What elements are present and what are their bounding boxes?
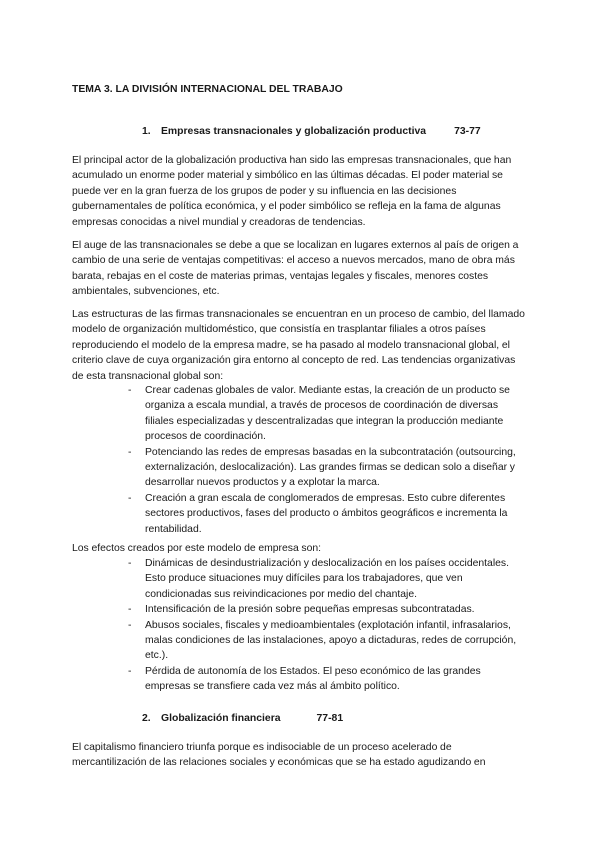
section-number: 1. [142,126,151,137]
list-item [128,664,528,695]
paragraph-5: El capitalismo financiero triunfa porque es indisociable de un proceso acelerado de mercantilización de las relaciones sociales y económicas que se ha estado agudizando en [72,742,486,769]
list-item [128,383,528,445]
list-item [128,618,528,664]
paragraph-2: El auge de las transnacionales se debe a que se localizan en lugares externos al país de origen a cambio de una serie de ventajas competitivas: el acceso a nuevos mercados, mano de obra más barata, rebajas en el coste de materias primas, ventajas legales y fiscales, menores costes ambientales, subvenciones, etc. [72,240,519,298]
section-title: Empresas transnacionales y globalización productiva [161,126,427,137]
paragraph-1: El principal actor de la globalización productiva han sido las empresas transnacionales, que han acumulado un enorme poder material y simbólico en las últimas décadas. El poder material se puede ver en la gran fuerza de los grupos de poder y su influencia en las decisiones gubernamentales de política económica, y el poder simbólico se refleja en la fama de algunas empresas conocidas a nivel mundial y creadoras de tendencias. [72,155,512,228]
page-title: TEMA 3. LA DIVISIÓN INTERNACIONAL DEL TRABAJO [72,84,343,95]
list-item [128,445,528,491]
section-heading-2 [142,713,343,724]
tendencias-list [128,383,528,537]
section-number: 2. [142,713,151,724]
bullet-marker: - [128,604,132,616]
list-item-text: Crear cadenas globales de valor. Mediante estas, la creación de un producto se organiza a escala mundial, a través de procesos de coordinación de diversas filiales especializadas y descentralizadas que integran la producción mediante procesos de coordinación. [145,385,510,443]
bullet-marker: - [128,665,132,677]
section-heading-1 [142,126,481,137]
bullet-marker: - [128,385,132,396]
list-item-text: Intensificación de la presión sobre pequeñas empresas subcontratadas. [145,604,475,616]
bullet-marker: - [128,619,132,631]
list-item [128,556,528,602]
list-item-text: Creación a gran escala de conglomerados de empresas. Esto cubre diferentes sectores productivos, fases del producto o ámbitos geográficos e incrementa la rentabilidad. [145,492,508,535]
efectos-list [128,556,528,695]
bullet-marker: - [128,558,132,569]
bullet-marker: - [128,446,132,458]
list-item [128,602,528,617]
section-pages: 73-77 [454,126,481,137]
section-title: Globalización financiera [161,713,281,724]
list-item-text: Potenciando las redes de empresas basadas en la subcontratación (outsourcing, externalización, deslocalización). Las grandes firmas se dedican solo a diseñar y desarrollar nuevos productos y a explotar la marca. [145,446,516,489]
section-pages: 77-81 [316,713,344,724]
list-item [128,491,528,537]
bullet-marker: - [128,492,132,504]
list-item-text: Abusos sociales, fiscales y medioambientales (explotación infantil, infrasalarios, malas condiciones de las instalaciones, apoyo a dictaduras, redes de corrupción, etc.). [145,619,517,662]
paragraph-4: Los efectos creados por este modelo de empresa son: [72,543,322,554]
list-item-text: Dinámicas de desindustrialización y deslocalización en los países occidentales. Esto produce situaciones muy difíciles para los trabajadores, que ven condicionadas sus reivindicaciones por medio del chantaje. [145,558,510,600]
list-item-text: Pérdida de autonomía de los Estados. El peso económico de las grandes empresas se transfiere cada vez más al ámbito político. [145,665,481,693]
paragraph-3: Las estructuras de las firmas transnacionales se encuentran en un proceso de cambio, del llamado modelo de organización multidoméstico, que consistía en trasplantar filiales a otros países reproduciendo el modelo de la empresa madre, se ha pasado al modelo transnacional global, el criterio clave de cuya organización gira entorno al concepto de red. Las tendencias organizativas de esta transnacional global son: [72,309,525,382]
